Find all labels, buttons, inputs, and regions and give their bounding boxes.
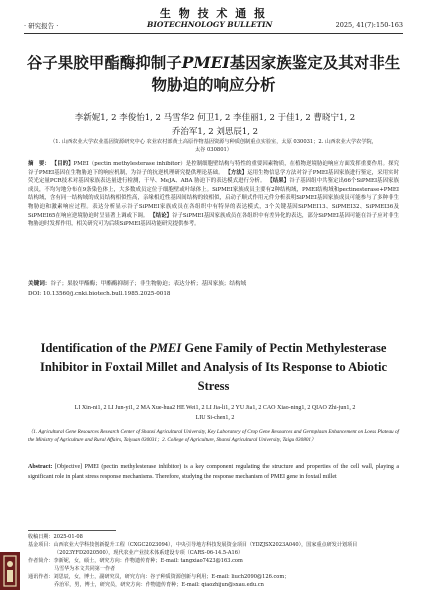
title-zh-line2: 物胁迫的响应分析 [151,75,276,94]
keywords-zh: 关键词：谷子；果胶甲酯酶；甲酯酶抑制子；非生物胁迫；表达分析；基因家族；结构域 [28,281,247,287]
section-label: · 研究报告 · [24,22,59,30]
footnote-rule [28,530,116,531]
title-zh [0,52,427,96]
footnotes: 收稿日期：2025-01-08 基金项目：山西农业大学科技创新提升工程（CXGC2023094），中央引导地方科技发展资金项目（YDZJSX2023A040），国家重点研发计划项目 （2023YFD2020500），现代农业产业技术体系建设专项（CARS-06-14.5-A16） 作者简介：李新妮，女，硕士，研究方向：作物遗传育种；E-mail: tangxiao7423@163.com 马雪华为本文共同第一作者 通讯作者：刘思辰，女，博士，副研究员，研究方向：谷子种质资源创新与利用；E-mail: liuch2090@126.com； 乔治军，男，博士，研究员，研究方向：作物遗传育种；E-mail: qiaozhijun@sxau.edu.cn [28,534,358,588]
header-row [24,21,403,33]
affiliation-en: （1. Agricultural Gene Resources Research Center of Shanxi Agricultural University, Key Laboratory of Crop Gene Resources and Germplasm Enhancement on Loess Plateau of the Ministry of Agriculture and Rural Affairs, Taiyuan 030031；2. College of Agriculture, Shanxi Agricultural University, Taigu 030801） [28,429,399,443]
authors-en: LI Xin-ni1, 2 LI Jun-yi1, 2 MA Xue-hua2 HE Wei1, 2 LI Jia-li1, 2 YU Jia1, 2 CAO Xiao-ning1, 2 QIAO Zhi-jun1, 2 LIU Si-chen1, 2 [74,405,356,421]
publisher-logo-icon [0,552,20,590]
issue-info: 2025, 41(7):150-163 [335,21,403,29]
title-zh-line1: 谷子果胶甲酯酶抑制子PMEI基因家族鉴定及其对非生 [26,53,401,72]
doi[interactable]: DOI: 10.13560/j.cnki.biotech.bull.1985.2025-0018 [28,291,171,297]
affiliation-zh: （1. 山西农业大学农业基因资源研究中心 农业农村部黄土高原作物基因资源与种质创制重点实验室，太原 030031；2. 山西农业大学农学院， 太谷 030801） [50,139,377,153]
abstract-zh-label: 摘 要： [28,161,50,167]
header-rule [24,33,403,34]
authors-zh: 李新妮1, 2 李俊怡1, 2 马雪华2 何卫1, 2 李佳丽1, 2 于佳1, 2 曹晓宁1, 2 乔治军1, 2 刘思辰1, 2 [74,113,356,137]
title-en: Identification of the PMEI Gene Family of Pectin Methylesterase Inhibitor in Foxtail Millet and Analysis of Its Response to Abiotic Stress [39,341,388,393]
abstract-en: Abstract: [Objective] PMEI (pectin methylesterase inhibitor) is a key component regulating the structure and properties of the cell wall, playing a significant role in plant stress response mechanisms. Therefore, studying the response mechanism of PMEI gene in foxtail millet [28,464,400,480]
journal-name-zh: 生 物 技 术 通 报 [159,7,268,20]
abstract-zh: 摘 要： 【目的】PMEI（pectin methylesterase inhibitor）是控制细胞壁结构与特性的重要因素物质，在植物逆境胁迫响应方面发挥重要作用。探究谷子PMEI基因在生物胁迫下的响应机制，为谷子的抗逆机理研究提供理论基础。 【方法】运用生物信息学方法对谷子PMEI基因家族进行鉴定，采用实时荧光定量PCR技术对基因家族表达量进行检测，干旱、MeJA、ABA 胁迫下的表达模式进行分析。 【结果】谷子基因组中共鉴定出66个SiPMEI基因家族成员，不均匀地分布在9条染色体上，大多数成员定位于细胞壁或叶绿体上。SiPMEI家族成员主要有2种结构域，PMEI结构域和pectinesterase+PMEI结构域，含有同一结构域的成员结构相似性高，亲缘相近性基因间结构的较相似，启动子顺式作用元件分析表明SiPMEI基因家族成员可能参与了多种非生物胁迫和激素响应过程。表达分析显示谷子SiPMEI家族成员在各组织中有特异的表达模式，3个关键基因SiPMEI13、SiPMEI32、SiPMEI36及SiPMEI65在响应逆境胁迫时呈显著上调或下调。 【结论】谷子SiPMEI基因家族成员在各组织中有差异化的表达，部分SiPMEI基因可能在谷子应对非生物胁迫时发挥作用，相关研究可为后续SiPMEI基因功能研究提供参考。 [28,161,399,228]
journal-name-en: BIOTECHNOLOGY BULLETIN [147,20,273,29]
